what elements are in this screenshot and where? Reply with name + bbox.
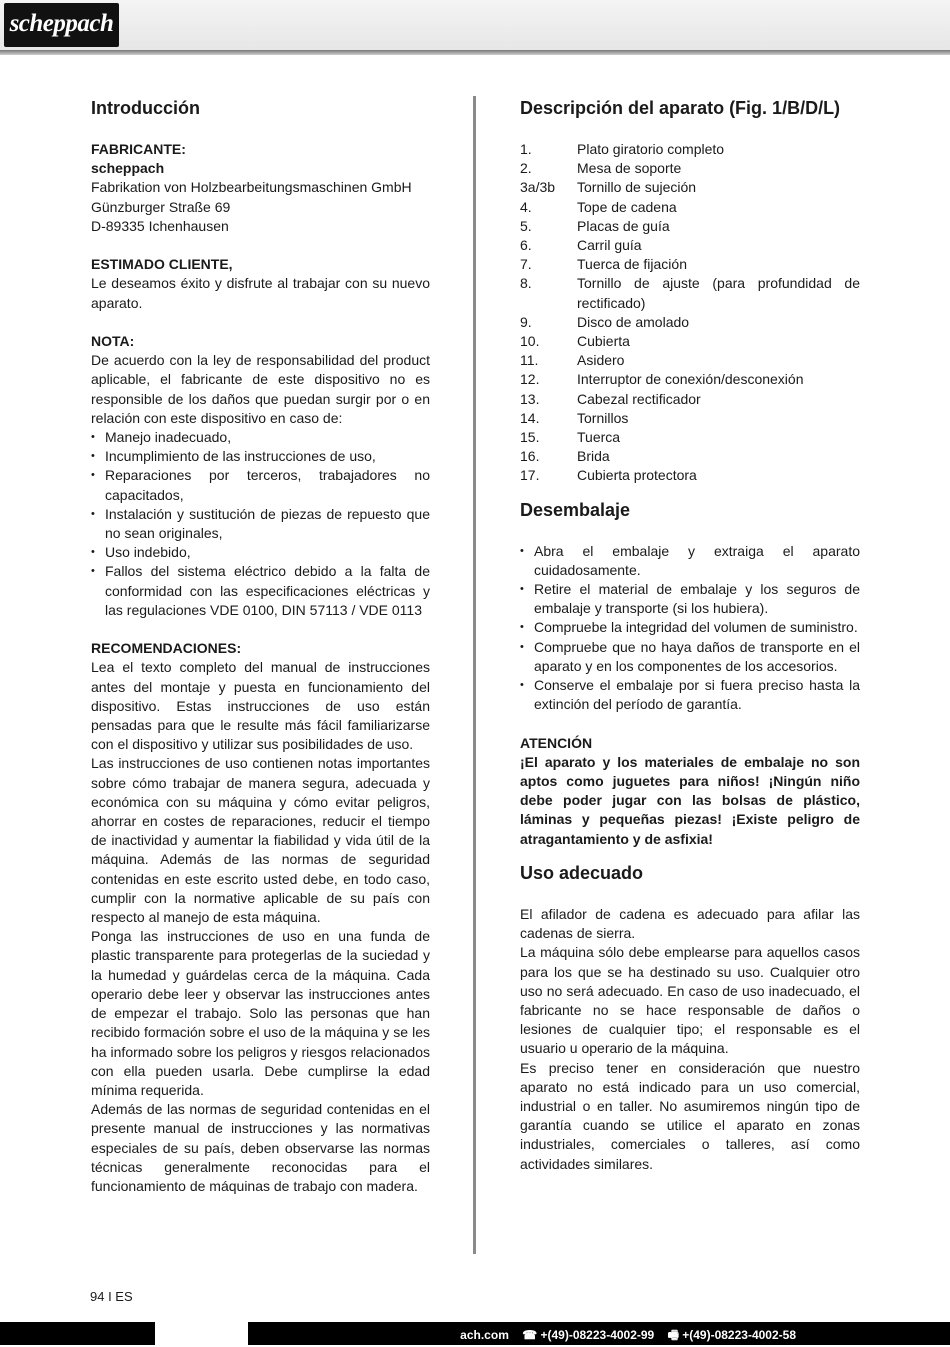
list-item: 8. Tornillo de ajuste (para profundidad de rectificado) [520, 275, 860, 311]
page-header [0, 0, 950, 52]
list-item: • Conserve el embalaje por si fuera preciso hasta la extinción del período de garantía. [520, 676, 860, 714]
footer-web: ach.com [460, 1328, 509, 1342]
list-item: • Abra el embalaje y extraiga el aparato cuidadosamente. [520, 542, 860, 580]
attention-text: ¡El aparato y los materiales de embalaje no son aptos como juguetes para niños! ¡Ningún niño debe poder jugar con las bolsas de plástico, láminas y pequeñas piezas! ¡Existe peligro de atragantamiento y de asfixia! [520, 753, 860, 847]
footer-gap [155, 1322, 248, 1345]
list-item: 17. Cubierta protectora [520, 467, 697, 484]
footer-phone: ☎ +(49)-08223-4002-99 [522, 1328, 655, 1342]
address-line: Günzburger Straße 69 [91, 198, 231, 215]
list-item: • Retire el material de embalaje y los seguros de embalaje y transporte (si los hubiera). [520, 580, 860, 618]
list-item: 7. Tuerca de fijación [520, 256, 687, 273]
unpack-list [520, 542, 860, 715]
list-item: 16. Brida [520, 448, 610, 465]
list-item: 1. Plato giratorio completo [520, 141, 725, 157]
list-item: 10. Cubierta [520, 333, 630, 350]
note-list [91, 428, 430, 620]
unpack-title: Desembalaje [520, 499, 631, 520]
rec-paragraph: Ponga las instrucciones de uso en una funda de plastic transparente para protegerlas de la suciedad y la humedad y guárdelas cerca de la máquina. Cada operario debe leer y observar las instrucciones antes de empezar el trabajo. Solo las personas que han recibido formación sobre el uso de la máquina y se les ha informado sobre los peligros y riesgos relacionados con ella pueden usarla. Debe cumplirse la edad mínima requerida. [91, 928, 430, 1098]
use-paragraph: Es preciso tener en consideración que nuestro aparato no está indicado para un uso comercial, industrial o en taller. No asumiremos ningún tipo de garantía cuando se utilice el aparato en zonas industriales, comerciales o talleres, así como actividades similares. [520, 1059, 860, 1172]
recommendations-heading: RECOMENDACIONES: [91, 640, 242, 657]
list-item: 9. Disco de amolado [520, 313, 690, 330]
header-shadow [0, 50, 950, 55]
use-title: Uso adecuado [520, 862, 644, 883]
list-item: 11. Asidero [520, 352, 625, 369]
right-column [520, 92, 860, 1174]
intro-title: Introducción [91, 98, 200, 118]
list-item: 3a/3b Tornillo de sujeción [520, 179, 697, 196]
list-item: • Fallos del sistema eléctrico debido a la falta de conformidad con las especificaciones eléctricas y las regulaciones VDE 0100, DIN 57113 / VDE 0113 [91, 562, 430, 620]
left-column [91, 92, 430, 1196]
list-item: 6. Carril guía [520, 237, 642, 254]
list-item: • Instalación y sustitución de piezas de repuesto que no sean originales, [91, 505, 430, 543]
note-heading: NOTA: [91, 333, 135, 349]
page-number: 94 I ES [90, 1289, 133, 1304]
use-paragraph: El afilador de cadena es adecuado para afilar las cadenas de sierra. [520, 905, 860, 942]
footer-fax: 🖷 +(49)-08223-4002-58 [667, 1328, 796, 1342]
page-footer [0, 1322, 950, 1345]
list-item: • Incumplimiento de las instrucciones de uso, [91, 447, 430, 466]
address-line: D-89335 Ichenhausen [91, 217, 229, 234]
list-item: 4. Tope de cadena [520, 198, 677, 215]
list-item: 14. Tornillos [520, 409, 629, 426]
list-item: 2. Mesa de soporte [520, 160, 682, 177]
manufacturer-heading: FABRICANTE: [91, 141, 186, 157]
attention-heading: ATENCIÓN [520, 734, 593, 751]
rec-paragraph: Además de las normas de seguridad contenidas en el presente manual de instrucciones y las normativas especiales de su país, deben observarse las normas técnicas generalmente reconocidas para el funcionamiento de máquinas de trabajo con madera. [91, 1101, 430, 1194]
dear-text: Le deseamos éxito y disfrute al trabajar con su nuevo aparato. [91, 275, 430, 311]
list-item: • Compruebe que no haya daños de transporte en el aparato y en los componentes de los accesorios. [520, 638, 860, 676]
list-item: 13. Cabezal rectificador [520, 390, 701, 407]
scheppach-logo: scheppach [4, 3, 119, 47]
use-paragraph: La máquina sólo debe emplearse para aquellos casos para los que se ha destinado su uso. Cualquier otro uso no será adecuado. En caso de uso inadecuado, el fabricante no se hace responsable de daños o lesiones de cualquier tipo; el responsable es el usuario u operario de la máquina. [520, 944, 860, 1057]
list-item: • Manejo inadecuado, [91, 428, 430, 447]
note-text: De acuerdo con la ley de responsabilidad del product aplicable, el fabricante de este dispositivo no es responsible de los daños que puedan surgir por o en relación con este dispositivo en caso de: [91, 352, 430, 426]
list-item: • Uso indebido, [91, 543, 430, 562]
description-title: Descripción del aparato (Fig. 1/B/D/L) [520, 98, 841, 118]
list-item: 15. Tuerca [520, 429, 621, 446]
list-item: 5. Placas de guía [520, 217, 670, 234]
address-line: Fabrikation von Holzbearbeitungsmaschinen GmbH [91, 179, 412, 196]
list-item: • Reparaciones por terceros, trabajadores no capacitados, [91, 466, 430, 504]
dear-heading: ESTIMADO CLIENTE, [91, 256, 233, 273]
rec-paragraph: Las instrucciones de uso contienen notas importantes sobre cómo trabajar de manera segura, adecuada y económica con su máquina y cómo evitar peligros, ahorrar en costes de reparaciones, reducir el tiempo de inactividad y aumentar la fiabilidad y vida útil de la máquina. Además de las normas de seguridad contenidas en este escrito usted debe, en todo caso, cumplir con la normative aplicable de su país con respecto al manejo de esta máquina. [91, 755, 430, 926]
parts-list [520, 140, 860, 486]
column-divider [473, 96, 476, 1254]
list-item: 12. Interruptor de conexión/desconexión [520, 371, 804, 388]
manufacturer-name: scheppach [91, 160, 165, 177]
list-item: • Compruebe la integridad del volumen de suministro. [520, 618, 860, 637]
footer-contact [450, 1326, 796, 1347]
rec-paragraph: Lea el texto completo del manual de instrucciones antes del montaje y puesta en funcionamiento del dispositivo. Estas instrucciones de uso están pensadas para que le resulte más fácil familiarizarse con el dispositivo y utilizar sus posibilidades de uso. [91, 659, 430, 753]
